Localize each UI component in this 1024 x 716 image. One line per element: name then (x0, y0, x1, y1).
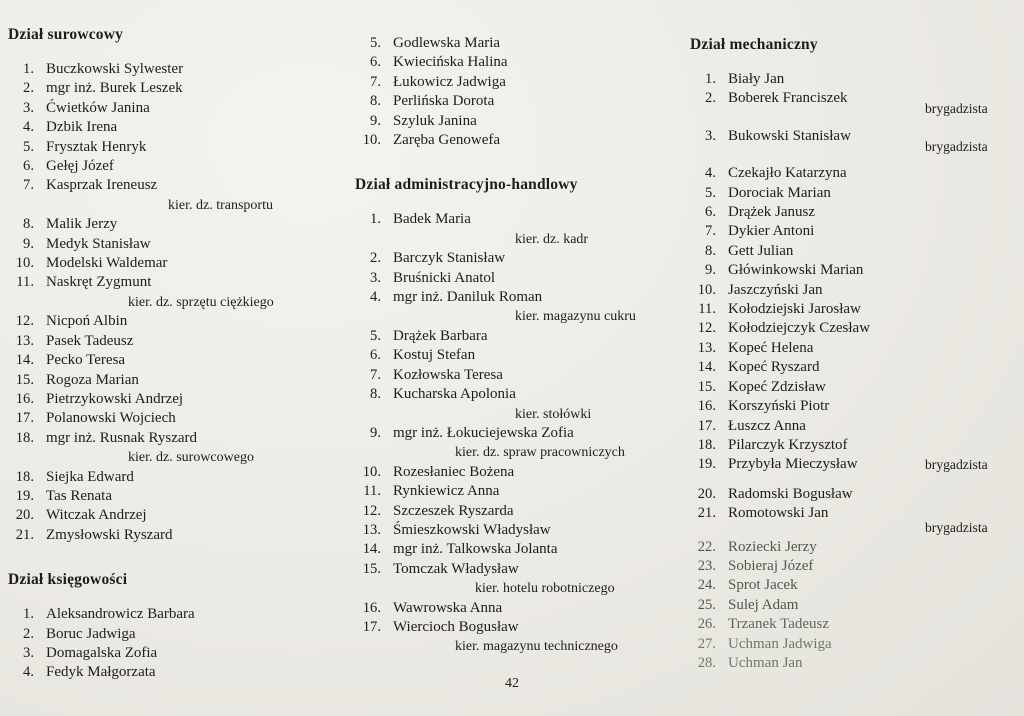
list-item-number: 17. (697, 417, 716, 434)
list-item (690, 127, 1020, 154)
role-annotation: brygadzista (925, 138, 988, 154)
list-item-number: 2. (23, 80, 34, 97)
list-item-name: Korszyński Piotr (728, 398, 830, 415)
list-item-name: Godlewska Maria (393, 35, 501, 51)
list-item-name: Fedyk Małgorzata (46, 664, 156, 681)
list-item-number: 4. (370, 289, 381, 306)
list-item-name: Kwiecińska Halina (393, 54, 508, 71)
list-item (8, 390, 353, 409)
list-item-name: Dorociak Marian (728, 184, 831, 201)
list-item (8, 273, 353, 292)
list-item-name: Trzanek Tadeusz (728, 616, 830, 633)
role-annotation: kier. magazynu technicznego (455, 639, 618, 655)
name-list (355, 34, 685, 150)
list-item-name: Kopeć Ryszard (728, 359, 820, 376)
list-item-name: mgr inż. Rusnak Ryszard (46, 429, 198, 446)
list-item-number: 1. (705, 71, 716, 87)
list-item-number: 16. (697, 398, 716, 415)
list-item-number: 20. (697, 485, 716, 502)
list-item-number: 6. (705, 204, 716, 221)
list-item-number: 16. (362, 599, 381, 616)
list-item (690, 319, 1020, 338)
column-left (8, 26, 353, 683)
list-item-name: Uchman Jan (728, 654, 803, 671)
list-item-name: Zmysłowski Ryszard (46, 526, 173, 543)
list-item-name: Gełęj Józef (46, 158, 114, 175)
role-annotation: brygadzista (925, 520, 988, 536)
list-item-name: mgr inż. Burek Leszek (46, 80, 183, 97)
list-item-name: Pecko Teresa (46, 352, 126, 369)
list-item-name: mgr inż. Talkowska Jolanta (393, 541, 558, 558)
spacer (355, 194, 685, 210)
list-item (355, 482, 685, 501)
spacer (8, 44, 353, 60)
list-item-name: Frysztak Henryk (46, 138, 147, 155)
list-item-number: 3. (23, 99, 34, 116)
list-item-name: Pietrzykowski Andrzej (46, 390, 184, 407)
list-item (355, 424, 685, 443)
list-item-name: Przybyła Mieczysław (728, 456, 858, 473)
list-item (8, 644, 353, 663)
list-item-name: Łuszcz Anna (728, 417, 806, 434)
list-item-name: mgr inż. Daniluk Roman (393, 289, 543, 306)
list-item-name: Wiercioch Bogusław (393, 618, 519, 635)
list-item-number: 14. (697, 359, 716, 376)
list-item-number: 6. (370, 54, 381, 71)
list-item (8, 506, 353, 525)
list-item-number: 11. (16, 274, 34, 291)
role-annotation: kier. dz. surowcowego (128, 450, 254, 466)
list-item-name: Główinkowski Marian (728, 262, 864, 279)
list-item-name: Rozesłaniec Bożena (393, 463, 515, 480)
list-item-number: 1. (370, 211, 381, 228)
department-heading: Dział księgowości (8, 571, 128, 589)
list-item-name: Szczeszek Ryszarda (393, 502, 514, 519)
spacer (355, 150, 685, 176)
list-item-number: 15. (15, 371, 34, 388)
list-item (690, 281, 1020, 300)
list-item-name: Drążek Barbara (393, 327, 488, 344)
list-item-number: 6. (370, 347, 381, 364)
list-item-number: 20. (15, 507, 34, 524)
list-item (8, 235, 353, 254)
name-list (355, 463, 685, 579)
list-item-name: Drążek Janusz (728, 204, 816, 221)
list-item-name: Śmieszkowski Władysław (393, 521, 551, 538)
name-list (8, 215, 353, 293)
name-list (355, 327, 685, 405)
list-item (690, 635, 1020, 654)
list-item (690, 203, 1020, 222)
spacer (8, 589, 353, 605)
list-item (690, 455, 1020, 474)
list-item-name: Ćwietków Janina (46, 99, 150, 116)
spacer (8, 545, 353, 571)
list-item (8, 157, 353, 176)
list-item-name: Bukowski Stanisław (728, 127, 851, 144)
list-item-name: Tomczak Władysław (393, 560, 519, 577)
list-item (8, 176, 353, 195)
list-item-number: 23. (697, 557, 716, 574)
list-item (355, 327, 685, 346)
list-item (355, 560, 685, 579)
list-item (8, 215, 353, 234)
list-item-number: 14. (362, 541, 381, 558)
list-item-number: 18. (697, 436, 716, 453)
list-item-number: 1. (23, 61, 34, 77)
list-item-number: 3. (705, 127, 716, 144)
list-item (690, 242, 1020, 261)
list-item-name: Radomski Bogusław (728, 485, 853, 502)
list-item (690, 615, 1020, 634)
list-item (690, 576, 1020, 595)
name-list (690, 70, 1020, 673)
list-item-name: Jaszczyński Jan (728, 281, 823, 298)
list-item-name: Nicpoń Albin (46, 313, 128, 330)
list-item-number: 4. (23, 119, 34, 136)
list-item (8, 409, 353, 428)
list-item-name: Biały Jan (728, 71, 785, 87)
list-item-number: 22. (697, 538, 716, 555)
list-item (8, 332, 353, 351)
list-item (8, 526, 353, 545)
list-item-number: 12. (15, 313, 34, 330)
list-item-number: 18. (15, 468, 34, 485)
list-item-number: 10. (362, 132, 381, 149)
list-item-number: 19. (15, 487, 34, 504)
list-item-number: 3. (370, 269, 381, 286)
list-item (8, 99, 353, 118)
list-item-number: 24. (697, 577, 716, 594)
list-item-number: 27. (697, 635, 716, 652)
list-item-number: 9. (705, 262, 716, 279)
list-item-name: Kołodziejczyk Czesław (728, 320, 871, 337)
list-item-number: 6. (23, 158, 34, 175)
list-item-name: Boberek Franciszek (728, 90, 848, 107)
list-item-name: Łukowicz Jadwiga (393, 73, 506, 90)
list-item-name: Bruśnicki Anatol (393, 269, 496, 286)
list-item-number: 26. (697, 616, 716, 633)
list-item-name: Rynkiewicz Anna (393, 483, 500, 500)
list-item (355, 269, 685, 288)
list-item-number: 2. (370, 250, 381, 267)
list-item (690, 397, 1020, 416)
list-item (690, 504, 1020, 536)
list-item-name: Gett Julian (728, 242, 794, 259)
list-item-name: Kopeć Helena (728, 339, 814, 356)
department-heading: Dział mechaniczny (690, 36, 818, 53)
list-item (355, 34, 685, 53)
list-item-number: 16. (15, 390, 34, 407)
list-item-name: Wawrowska Anna (393, 599, 503, 616)
list-item (690, 417, 1020, 436)
page-number: 42 (505, 676, 519, 691)
list-item (690, 222, 1020, 241)
spacer (690, 54, 1020, 70)
list-item (355, 346, 685, 365)
role-annotation: brygadzista (925, 101, 988, 117)
list-item-number: 7. (23, 177, 34, 194)
list-item (8, 625, 353, 644)
list-item-number: 13. (362, 521, 381, 538)
list-item-name: Malik Jerzy (46, 216, 118, 233)
list-item (355, 249, 685, 268)
list-item-name: Uchman Jadwiga (728, 635, 832, 652)
list-item (355, 385, 685, 404)
list-item-number: 5. (370, 35, 381, 51)
list-item-name: Buczkowski Sylwester (46, 61, 184, 77)
list-item (690, 339, 1020, 358)
list-item (690, 300, 1020, 319)
list-item-number: 12. (362, 502, 381, 519)
list-item (355, 288, 685, 307)
name-list (355, 599, 685, 638)
role-annotation: kier. magazynu cukru (515, 309, 636, 325)
list-item-name: Domagalska Zofia (46, 644, 158, 661)
list-item (690, 654, 1020, 673)
role-annotation: kier. dz. transportu (168, 197, 273, 213)
list-item-number: 19. (697, 456, 716, 473)
list-item-name: Kostuj Stefan (393, 347, 476, 364)
role-annotation: kier. dz. spraw pracowniczych (455, 445, 625, 461)
list-item (8, 605, 353, 624)
list-item-name: Sprot Jacek (728, 577, 798, 594)
list-item-number: 8. (370, 93, 381, 110)
list-item (690, 164, 1020, 183)
name-list (355, 424, 685, 443)
list-item-name: Medyk Stanisław (46, 235, 151, 252)
list-item-number: 8. (23, 216, 34, 233)
list-item-number: 18. (15, 429, 34, 446)
list-item (355, 618, 685, 637)
list-item-number: 7. (370, 73, 381, 90)
list-item (690, 358, 1020, 377)
list-item (355, 502, 685, 521)
list-item-number: 4. (705, 165, 716, 182)
name-list (8, 60, 353, 196)
list-item-name: mgr inż. Łokuciejewska Zofia (393, 424, 574, 441)
name-list (8, 605, 353, 683)
list-item (8, 468, 353, 487)
list-item-number: 13. (15, 332, 34, 349)
list-item (8, 487, 353, 506)
list-item-number: 2. (705, 90, 716, 107)
list-item (8, 429, 353, 448)
list-item-name: Boruc Jadwiga (46, 625, 136, 642)
list-item (355, 92, 685, 111)
list-item-number: 13. (697, 339, 716, 356)
list-item-name: Pilarczyk Krzysztof (728, 436, 848, 453)
list-item-number: 28. (697, 654, 716, 671)
list-item-name: Aleksandrowicz Barbara (46, 606, 195, 623)
list-item-number: 17. (362, 618, 381, 635)
list-item-number: 17. (15, 410, 34, 427)
list-item-number: 4. (23, 664, 34, 681)
list-item-name: Zaręba Genowefa (393, 132, 501, 149)
list-item-name: Kopeć Zdzisław (728, 378, 826, 395)
list-item-name: Szyluk Janina (393, 112, 477, 129)
list-item (690, 485, 1020, 504)
department-heading: Dział surowcowy (8, 26, 124, 43)
role-annotation: kier. hotelu robotniczego (475, 581, 615, 597)
list-item (690, 261, 1020, 280)
list-item (355, 210, 685, 229)
list-item-name: Tas Renata (46, 487, 113, 504)
role-annotation: kier. stołówki (515, 406, 592, 422)
list-item-name: Polanowski Wojciech (46, 410, 176, 427)
list-item-name: Siejka Edward (46, 468, 134, 485)
list-item-name: Kasprzak Ireneusz (46, 177, 158, 194)
list-item-number: 2. (23, 625, 34, 642)
list-item (690, 538, 1020, 557)
list-item (8, 60, 353, 79)
list-item (355, 463, 685, 482)
column-center (355, 34, 685, 657)
list-item-number: 11. (698, 301, 716, 318)
list-item-number: 3. (23, 644, 34, 661)
name-list (8, 312, 353, 448)
list-item-name: Roziecki Jerzy (728, 538, 817, 555)
list-item-number: 21. (15, 526, 34, 543)
list-item-name: Czekajło Katarzyna (728, 165, 847, 182)
list-item-name: Sobieraj Józef (728, 557, 814, 574)
list-item (8, 118, 353, 137)
list-item-number: 5. (705, 184, 716, 201)
name-list (355, 249, 685, 307)
list-item (8, 312, 353, 331)
list-item (690, 378, 1020, 397)
list-item-number: 5. (23, 138, 34, 155)
list-item-number: 5. (370, 327, 381, 344)
list-item-number: 9. (23, 235, 34, 252)
list-item-number: 25. (697, 596, 716, 613)
column-right (690, 36, 1020, 673)
list-item (355, 131, 685, 150)
list-item (690, 70, 1020, 89)
role-annotation: brygadzista (925, 457, 988, 473)
role-annotation: kier. dz. sprzętu ciężkiego (128, 294, 274, 310)
list-item-number: 11. (363, 483, 381, 500)
list-item (690, 436, 1020, 455)
list-item (690, 89, 1020, 117)
list-item (355, 73, 685, 92)
list-item (355, 112, 685, 131)
list-item-number: 10. (697, 281, 716, 298)
list-item-number: 15. (362, 560, 381, 577)
list-item (8, 79, 353, 98)
list-item-name: Kołodziejski Jarosław (728, 301, 861, 318)
list-item-number: 9. (370, 112, 381, 129)
list-item-number: 7. (370, 366, 381, 383)
list-item-name: Dzbik Irena (46, 119, 118, 136)
list-item (355, 53, 685, 72)
list-item-name: Perlińska Dorota (393, 93, 495, 110)
list-item-name: Sulej Adam (728, 596, 799, 613)
list-item-name: Witczak Andrzej (46, 507, 147, 524)
list-item (8, 351, 353, 370)
list-item (690, 184, 1020, 203)
list-item (8, 254, 353, 273)
list-item-number: 15. (697, 378, 716, 395)
name-list (8, 468, 353, 546)
list-item-name: Badek Maria (393, 211, 471, 228)
list-item (355, 540, 685, 559)
list-item-number: 14. (15, 352, 34, 369)
list-item (8, 138, 353, 157)
list-item-number: 7. (705, 223, 716, 240)
list-item-number: 10. (15, 255, 34, 272)
list-item (690, 596, 1020, 615)
list-item-name: Kucharska Apolonia (393, 386, 516, 403)
list-item-name: Pasek Tadeusz (46, 332, 134, 349)
list-item (355, 366, 685, 385)
list-item-name: Kozłowska Teresa (393, 366, 503, 383)
list-item-number: 10. (362, 463, 381, 480)
list-item-name: Dykier Antoni (728, 223, 815, 240)
role-annotation: kier. dz. kadr (515, 231, 589, 247)
list-item (8, 371, 353, 390)
list-item-name: Barczyk Stanisław (393, 250, 506, 267)
list-item-number: 1. (23, 606, 34, 623)
list-item (355, 521, 685, 540)
list-item (355, 599, 685, 618)
list-item-name: Modelski Waldemar (46, 255, 168, 272)
list-item-name: Rogoza Marian (46, 371, 139, 388)
list-item-number: 8. (370, 386, 381, 403)
list-item (690, 557, 1020, 576)
list-item-number: 21. (697, 505, 716, 522)
list-item-number: 8. (705, 242, 716, 259)
name-list (355, 210, 685, 229)
list-item-number: 12. (697, 320, 716, 337)
list-item-number: 9. (370, 424, 381, 441)
list-item-name: Naskręt Zygmunt (46, 274, 152, 291)
department-heading: Dział administracyjno-handlowy (355, 176, 578, 194)
list-item-name: Romotowski Jan (728, 505, 829, 522)
